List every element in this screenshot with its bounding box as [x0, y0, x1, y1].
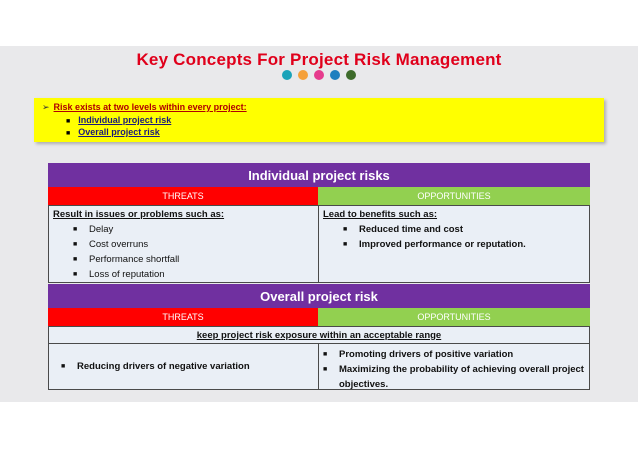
dot-2 [298, 70, 308, 80]
square-bullet-icon: ■ [66, 130, 71, 137]
list-item: ■ Delay [73, 222, 314, 237]
individual-threats-cell [49, 206, 319, 282]
dot-4 [330, 70, 340, 80]
threats-label: THREATS [48, 187, 318, 205]
dot-1 [282, 70, 292, 80]
list-item: ■ Maximizing the probability of achieving overall project objectives. [323, 362, 585, 392]
overall-risk-header: Overall project risk [48, 284, 590, 308]
individual-risks-table [48, 163, 590, 283]
list-item: ■ Improved performance or reputation. [343, 237, 585, 252]
list-item: ■ Performance shortfall [73, 252, 314, 267]
threats-label: THREATS [48, 308, 318, 326]
page-title: Key Concepts For Project Risk Management [136, 50, 502, 69]
list-item: ■ Cost overruns [73, 237, 314, 252]
overall-risk-table [48, 284, 590, 390]
threats-lead: Result in issues or problems such as: [53, 209, 225, 220]
dot-5 [346, 70, 356, 80]
overall-opportunities-cell [319, 344, 589, 389]
opportunities-list [323, 222, 585, 252]
opportunities-list [323, 347, 585, 392]
list-item: ■ Promoting drivers of positive variation [323, 347, 585, 362]
dot-3 [314, 70, 324, 80]
opportunities-lead: Lead to benefits such as: [323, 209, 438, 220]
threats-list [53, 222, 314, 282]
threats-list [53, 359, 250, 374]
list-item: ■ Reduced time and cost [343, 222, 585, 237]
overall-threats-cell [49, 344, 319, 389]
shared-goal-row: keep project risk exposure within an acceptable range [48, 326, 590, 344]
square-bullet-icon: ■ [66, 118, 71, 125]
list-item: ■ Reducing drivers of negative variation [61, 359, 250, 374]
callout-item-overall: Overall project risk [78, 127, 160, 137]
arrow-bullet-icon: ➢ [42, 102, 50, 112]
decorative-dots [0, 70, 638, 80]
individual-opportunities-cell [319, 206, 589, 282]
callout-heading: Risk exists at two levels within every project: [53, 102, 247, 112]
individual-risks-header: Individual project risks [48, 163, 590, 187]
opportunities-label: OPPORTUNITIES [318, 187, 590, 205]
opportunities-label: OPPORTUNITIES [318, 308, 590, 326]
callout-item-individual: Individual project risk [78, 115, 172, 125]
risk-levels-callout [34, 98, 604, 142]
list-item: ■ Loss of reputation [73, 267, 314, 282]
